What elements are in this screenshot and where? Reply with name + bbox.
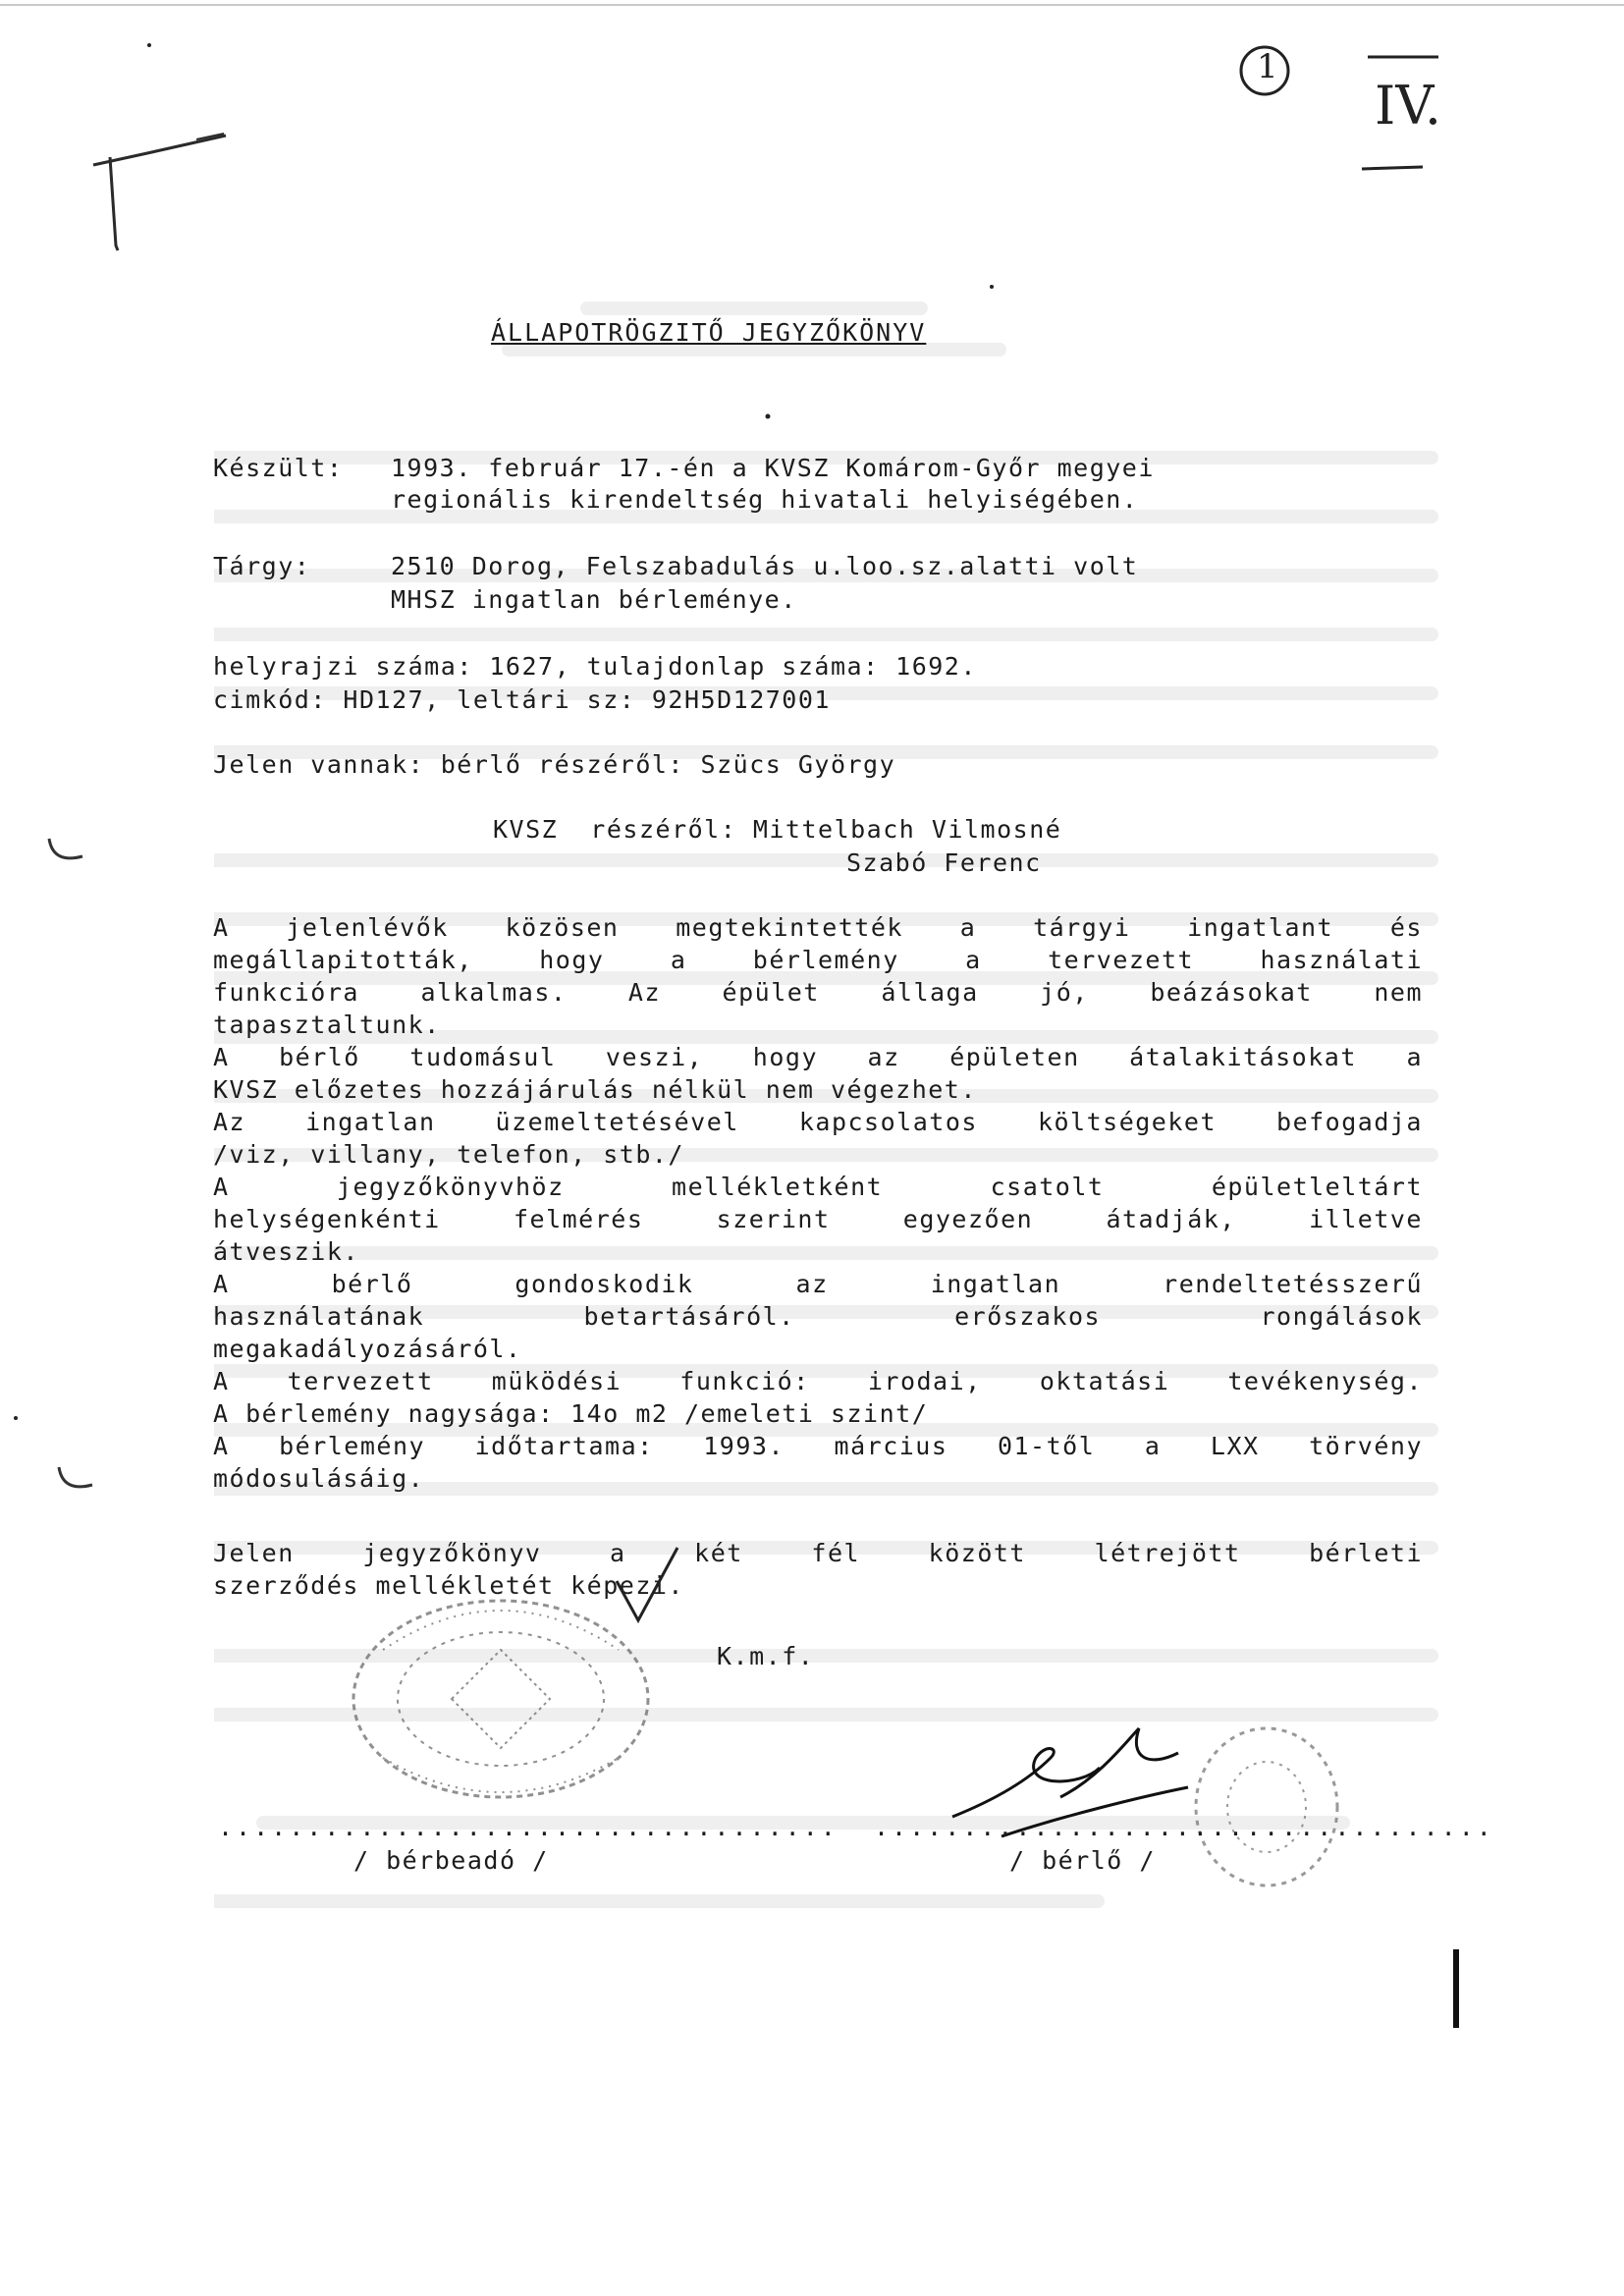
cimkod: cimkód: HD127, leltári sz: 92H5D127001	[213, 685, 831, 714]
body-line: A tervezett müködési funkció: irodai, oktatási tevékenység.	[213, 1367, 1423, 1395]
closing-line1: Jelen jegyzőkönyv a két fél között létrejött bérleti	[213, 1539, 1423, 1567]
body-line: tapasztaltunk.	[213, 1011, 441, 1039]
jelen-vannak-line2: KVSZ részéről: Mittelbach Vilmosné	[493, 815, 1062, 844]
scan-edge-line	[0, 4, 1624, 6]
body-line: megállapitották, hogy a bérlemény a tervezett használati	[213, 946, 1423, 974]
body-line: A bérlemény nagysága: 14o m2 /emeleti szint/	[213, 1399, 929, 1428]
body-line: megakadályozásáról.	[213, 1335, 522, 1363]
closing-line2: szerződés mellékletét képezi.	[213, 1571, 684, 1600]
signature-line-left: ...................................	[218, 1813, 839, 1841]
targy-label: Tárgy:	[213, 552, 311, 580]
scan-speck	[988, 283, 996, 291]
targy-line2: MHSZ ingatlan bérleménye.	[391, 585, 797, 614]
body-line: használatának betartásáról. erőszakos rongálások	[213, 1302, 1423, 1331]
circled-number: 1	[1257, 47, 1278, 86]
document-title: ÁLLAPOTRÖGZITŐ JEGYZŐKÖNYV	[491, 318, 927, 347]
keszult-line1: 1993. február 17.-én a KVSZ Komárom-Győr megyei	[391, 454, 1155, 482]
punch-hole-mark-icon	[39, 835, 98, 874]
helyrajzi-szam: helyrajzi száma: 1627, tulajdonlap száma: 1692.	[213, 652, 977, 681]
official-stamp-icon	[344, 1591, 658, 1817]
body-line: módosulásáig.	[213, 1464, 425, 1493]
signature-line-right: ...................................	[874, 1813, 1494, 1841]
keszult-line2: regionális kirendeltség hivatali helyiségében.	[391, 485, 1139, 514]
body-line: A bérlemény időtartama: 1993. március 01-től a LXX törvény	[213, 1432, 1423, 1460]
body-line: funkcióra alkalmas. Az épület állaga jó, beázásokat nem	[213, 978, 1423, 1007]
targy-line1: 2510 Dorog, Felszabadulás u.loo.sz.alatti volt	[391, 552, 1139, 580]
body-line: helységenkénti felmérés szerint egyezően átadják, illetve	[213, 1205, 1423, 1233]
corner-check-mark-icon	[88, 118, 265, 265]
punch-hole-mark-icon	[49, 1463, 108, 1503]
scan-speck	[764, 412, 772, 420]
keszult-label: Készült:	[213, 454, 344, 482]
body-line: A bérlő gondoskodik az ingatlan rendeltetésszerű	[213, 1270, 1423, 1298]
kmf: K.m.f.	[717, 1642, 815, 1670]
jelen-vannak-line3: Szabó Ferenc	[846, 848, 1042, 877]
body-line: A jegyzőkönyvhöz mellékletként csatolt épületleltárt	[213, 1173, 1423, 1201]
scan-speck	[145, 41, 153, 49]
signature-label-berlo: / bérlő /	[1009, 1846, 1156, 1875]
signature-label-berbeado: / bérbeadó /	[353, 1846, 549, 1875]
body-line: Az ingatlan üzemeltetésével kapcsolatos költségeket befogadja	[213, 1108, 1423, 1136]
scan-speck	[12, 1414, 20, 1422]
jelen-vannak-line1: Jelen vannak: bérlő részéről: Szücs György	[213, 750, 896, 779]
body-line: KVSZ előzetes hozzájárulás nélkül nem végezhet.	[213, 1075, 977, 1104]
body-line: A bérlő tudomásul veszi, hogy az épületen átalakitásokat a	[213, 1043, 1423, 1071]
roman-numeral: IV.	[1375, 75, 1442, 137]
body-line: A jelenlévők közösen megtekintették a tárgyi ingatlant és	[213, 913, 1423, 942]
scan-artifact-mark	[1451, 1949, 1463, 2038]
body-line: átveszik.	[213, 1237, 359, 1266]
body-line: /viz, villany, telefon, stb./	[213, 1140, 684, 1169]
